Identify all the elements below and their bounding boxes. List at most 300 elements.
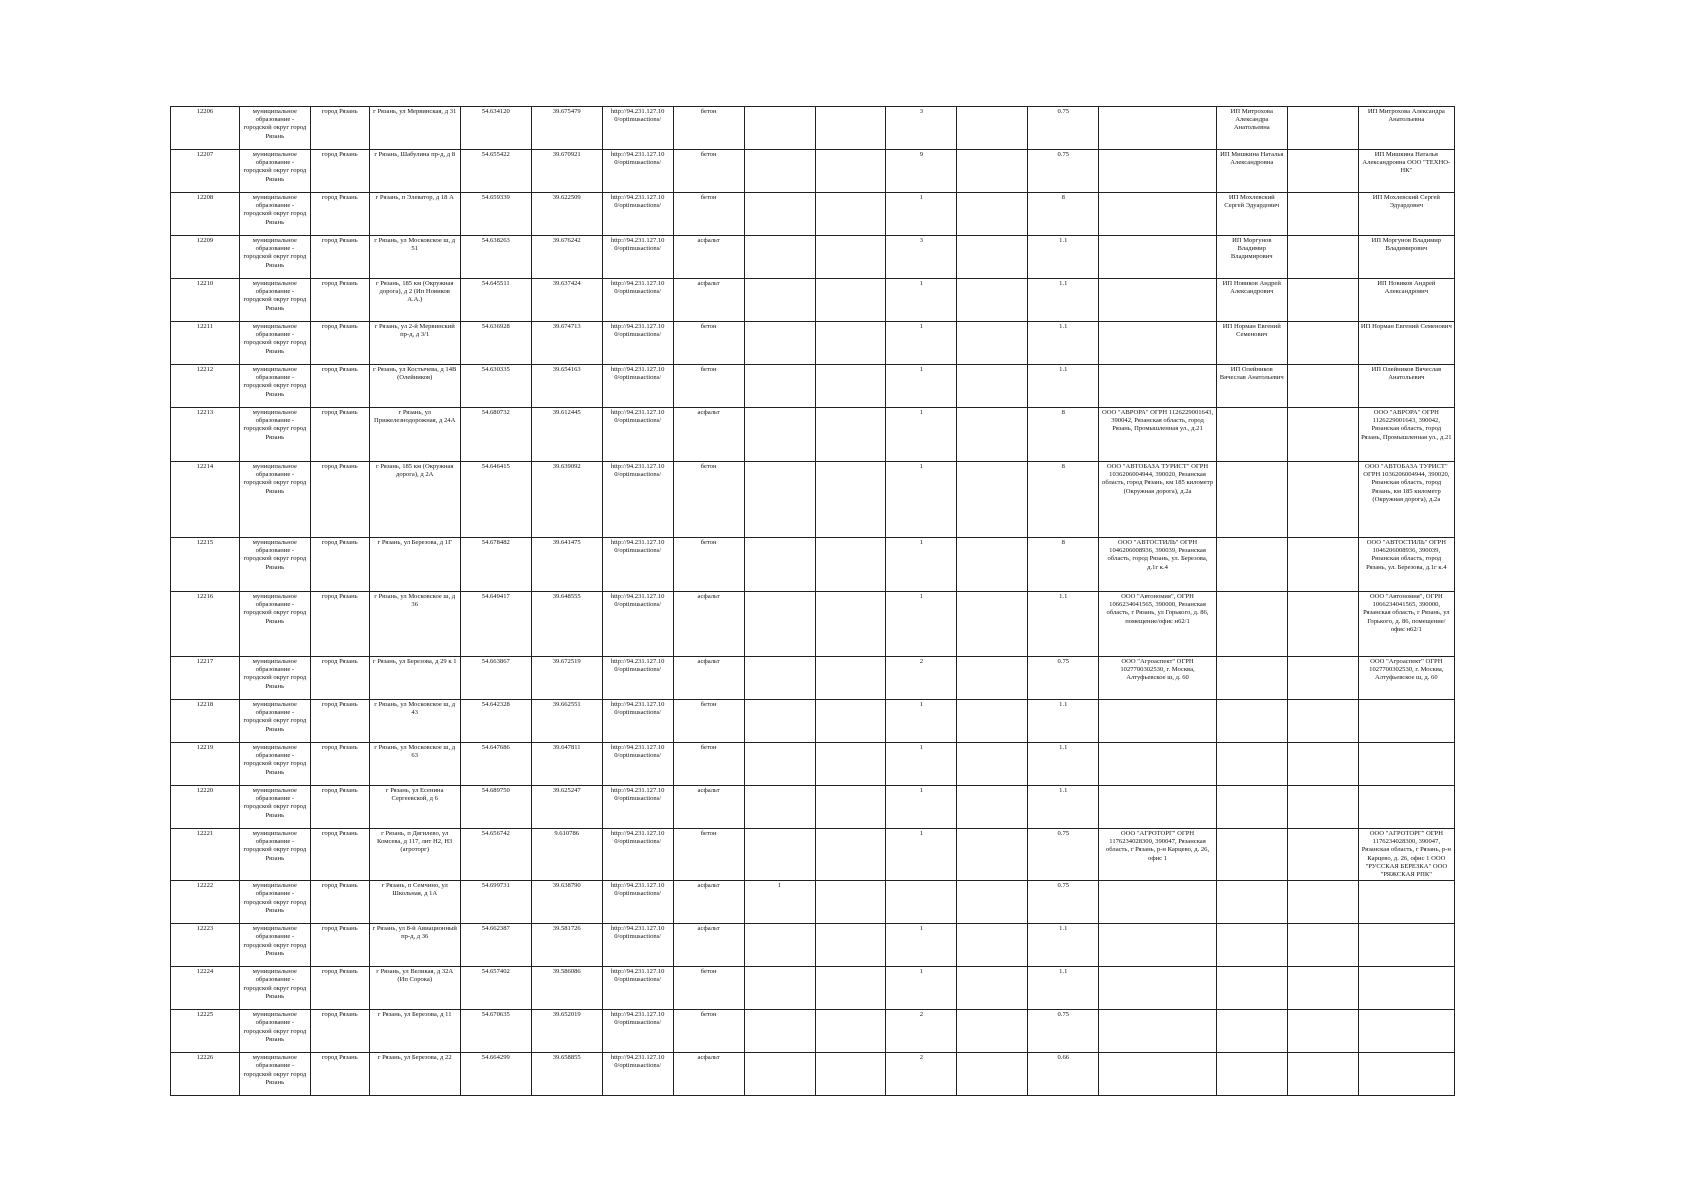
empty-cell-1 [744,1053,815,1096]
waste-source-owner-cell: ООО "АГРОТОРГ" ОГРН 1176234028300, 390047, Рязанская область, г Рязань, р-н Карцево, д. 26, офис 1 ООО "РУССКАЯ БЕРЕЗКА" ООО "РЯЖСКАЯ РПК" [1358,829,1454,881]
surface-type-cell: бетон [673,462,744,538]
empty-cell-1 [744,924,815,967]
entrepreneur-cell: ИП Норман Евгений Семенович [1216,322,1287,365]
longitude-cell: 39.637424 [531,279,602,322]
municipality-cell: муниципальное образование - городской округ город Рязань [239,743,310,786]
empty-cell-4 [1287,538,1358,592]
municipality-cell: муниципальное образование - городской округ город Рязань [239,150,310,193]
municipality-cell: муниципальное образование - городской округ город Рязань [239,193,310,236]
empty-cell-3 [957,193,1028,236]
site-id-cell: 12223 [171,924,240,967]
container-count-cell: 1 [886,322,957,365]
container-count-cell: 1 [886,700,957,743]
organization-cell: ООО "АВТОБАЗА ТУРИСТ" ОГРН 1036206004944, 390020, Рязанская область, город Рязань, км 185 километр (Окружная дорога), д.2а [1099,462,1217,538]
settlement-cell: город Рязань [310,322,369,365]
empty-cell-4 [1287,1010,1358,1053]
organization-cell: ООО "Агроаспект" ОГРН 1027700302530, г. Москва, Алтуфьевское ш, д. 60 [1099,657,1217,700]
empty-cell-1 [744,829,815,881]
organization-cell [1099,881,1217,924]
empty-cell-3 [957,924,1028,967]
container-volume-cell: 1.1 [1028,322,1099,365]
empty-cell-1 [744,322,815,365]
empty-cell-3 [957,1010,1028,1053]
site-id-cell: 12211 [171,322,240,365]
longitude-cell: 39.658855 [531,1053,602,1096]
longitude-cell: 39.647811 [531,743,602,786]
waste-source-owner-cell [1358,1010,1454,1053]
site-id-cell: 12221 [171,829,240,881]
settlement-cell: город Рязань [310,462,369,538]
table-row [171,829,1455,881]
map-link-cell: http://94.231.127.10 0/optimusactions/ [602,967,673,1010]
table-row [171,924,1455,967]
organization-cell [1099,322,1217,365]
entrepreneur-cell [1216,786,1287,829]
latitude-cell: 54.659339 [460,193,531,236]
organization-cell [1099,279,1217,322]
settlement-cell: город Рязань [310,1053,369,1096]
longitude-cell: 39.648555 [531,592,602,657]
organization-cell: ООО "Автономия", ОГРН 1066234041565, 390000, Рязанская область, г Рязань, ул Горького, д. 86, помещение/офис н62/1 [1099,592,1217,657]
organization-cell [1099,236,1217,279]
container-count-cell: 1 [886,786,957,829]
entrepreneur-cell [1216,657,1287,700]
municipality-cell: муниципальное образование - городской округ город Рязань [239,322,310,365]
address-cell: г Рязань, Шабулина пр-д, д 8 [369,150,460,193]
map-link-cell: http://94.231.127.10 0/optimusactions/ [602,150,673,193]
municipality-cell: муниципальное образование - городской округ город Рязань [239,829,310,881]
entrepreneur-cell [1216,881,1287,924]
waste-source-owner-cell: ИП Моргунов Владимир Владимирович [1358,236,1454,279]
organization-cell [1099,967,1217,1010]
empty-cell-1 [744,592,815,657]
municipality-cell: муниципальное образование - городской округ город Рязань [239,279,310,322]
empty-cell-1 [744,408,815,462]
address-cell: г Рязань, ул Великая, д 32А (Ип Сорока) [369,967,460,1010]
entrepreneur-cell [1216,592,1287,657]
municipality-cell: муниципальное образование - городской округ город Рязань [239,881,310,924]
container-count-cell: 1 [886,829,957,881]
empty-cell-1 [744,236,815,279]
surface-type-cell: бетон [673,150,744,193]
latitude-cell: 54.699731 [460,881,531,924]
container-count-cell: 9 [886,150,957,193]
address-cell: г Рязань, ул Московское ш, д 51 [369,236,460,279]
address-cell: г Рязань, ул Прижелезнодорожная, д 24А [369,408,460,462]
organization-cell: ООО "АГРОТОРГ" ОГРН 1176234028300, 390047, Рязанская область, г Рязань, р-н Карцево, д. 26, офис 1 [1099,829,1217,881]
settlement-cell: город Рязань [310,1010,369,1053]
empty-cell-2 [815,193,886,236]
entrepreneur-cell: ИП Мишкина Наталья Александровна [1216,150,1287,193]
empty-cell-2 [815,462,886,538]
site-id-cell: 12214 [171,462,240,538]
empty-cell-3 [957,700,1028,743]
waste-source-owner-cell [1358,743,1454,786]
container-volume-cell: 1.1 [1028,592,1099,657]
municipality-cell: муниципальное образование - городской округ город Рязань [239,408,310,462]
organization-cell [1099,365,1217,408]
empty-cell-4 [1287,193,1358,236]
latitude-cell: 54.638263 [460,236,531,279]
map-link-cell: http://94.231.127.10 0/optimusactions/ [602,408,673,462]
waste-source-owner-cell [1358,1053,1454,1096]
container-count-cell: 1 [886,193,957,236]
empty-cell-2 [815,700,886,743]
container-volume-cell: 0.75 [1028,150,1099,193]
site-id-cell: 12226 [171,1053,240,1096]
entrepreneur-cell [1216,462,1287,538]
settlement-cell: город Рязань [310,700,369,743]
empty-cell-2 [815,538,886,592]
municipality-cell: муниципальное образование - городской округ город Рязань [239,924,310,967]
municipality-cell: муниципальное образование - городской округ город Рязань [239,657,310,700]
surface-type-cell: бетон [673,1010,744,1053]
longitude-cell: 39.675479 [531,107,602,150]
empty-cell-4 [1287,150,1358,193]
empty-cell-2 [815,743,886,786]
empty-cell-1 [744,743,815,786]
container-count-cell: 1 [886,538,957,592]
address-cell: г Рязань, 185 км (Окружная дорога), д 2А [369,462,460,538]
waste-source-owner-cell: ИП Олейников Вячеслав Анатольевич [1358,365,1454,408]
address-cell: г Рязань, ул 8-й Авиационный пр-д, д 36 [369,924,460,967]
empty-cell-2 [815,592,886,657]
site-id-cell: 12219 [171,743,240,786]
empty-cell-4 [1287,236,1358,279]
surface-type-cell: асфальт [673,881,744,924]
settlement-cell: город Рязань [310,829,369,881]
container-volume-cell: 1.1 [1028,967,1099,1010]
settlement-cell: город Рязань [310,538,369,592]
container-volume-cell: 8 [1028,408,1099,462]
empty-cell-2 [815,322,886,365]
empty-cell-2 [815,1010,886,1053]
organization-cell: ООО "АВТОСТИЛЬ" ОГРН 1046206008936, 390039, Рязанская область, город Рязань, ул. Березова, д.1г к.4 [1099,538,1217,592]
address-cell: г Рязань, 185 км (Окружная дорога), д 2 (Ип Новиков А.А.) [369,279,460,322]
longitude-cell: 39.662551 [531,700,602,743]
empty-cell-2 [815,786,886,829]
latitude-cell: 54.689750 [460,786,531,829]
empty-cell-1 [744,786,815,829]
empty-cell-3 [957,150,1028,193]
organization-cell [1099,150,1217,193]
municipality-cell: муниципальное образование - городской округ город Рязань [239,365,310,408]
settlement-cell: город Рязань [310,408,369,462]
empty-cell-1 [744,279,815,322]
map-link-cell: http://94.231.127.10 0/optimusactions/ [602,700,673,743]
empty-cell-1: 1 [744,881,815,924]
container-volume-cell: 1.1 [1028,743,1099,786]
empty-cell-4 [1287,322,1358,365]
municipality-cell: муниципальное образование - городской округ город Рязань [239,700,310,743]
surface-type-cell: бетон [673,538,744,592]
table-row [171,365,1455,408]
table-row [171,462,1455,538]
organization-cell [1099,1010,1217,1053]
entrepreneur-cell: ИП Митрохова Александра Анатольевна [1216,107,1287,150]
container-count-cell: 2 [886,657,957,700]
settlement-cell: город Рязань [310,743,369,786]
site-id-cell: 12218 [171,700,240,743]
container-volume-cell: 1.1 [1028,700,1099,743]
settlement-cell: город Рязань [310,657,369,700]
empty-cell-2 [815,107,886,150]
waste-source-owner-cell: ООО "Агроаспект" ОГРН 1027700302530, г. Москва, Алтуфьевское ш, д. 60 [1358,657,1454,700]
empty-cell-3 [957,462,1028,538]
latitude-cell: 54.649417 [460,592,531,657]
site-id-cell: 12213 [171,408,240,462]
empty-cell-3 [957,365,1028,408]
latitude-cell: 54.646415 [460,462,531,538]
surface-type-cell: бетон [673,193,744,236]
address-cell: г Рязань, ул Московское ш, д 43 [369,700,460,743]
surface-type-cell: бетон [673,743,744,786]
empty-cell-1 [744,365,815,408]
empty-cell-2 [815,1053,886,1096]
empty-cell-3 [957,236,1028,279]
waste-source-owner-cell: ООО "АВТОСТИЛЬ" ОГРН 1046206008936, 390039, Рязанская область, город Рязань, ул. Березова, д.1г к.4 [1358,538,1454,592]
container-count-cell [886,881,957,924]
empty-cell-3 [957,538,1028,592]
empty-cell-4 [1287,107,1358,150]
empty-cell-2 [815,967,886,1010]
entrepreneur-cell [1216,408,1287,462]
longitude-cell: 39.612445 [531,408,602,462]
table-row [171,279,1455,322]
surface-type-cell: бетон [673,107,744,150]
address-cell: г Рязань, п Элеватор, д 18 А [369,193,460,236]
container-volume-cell: 0.75 [1028,107,1099,150]
settlement-cell: город Рязань [310,967,369,1010]
longitude-cell: 39.586086 [531,967,602,1010]
map-link-cell: http://94.231.127.10 0/optimusactions/ [602,924,673,967]
waste-source-owner-cell: ИП Норман Евгений Семенович [1358,322,1454,365]
longitude-cell: 39.674713 [531,322,602,365]
container-volume-cell: 1.1 [1028,924,1099,967]
map-link-cell: http://94.231.127.10 0/optimusactions/ [602,462,673,538]
site-id-cell: 12210 [171,279,240,322]
settlement-cell: город Рязань [310,193,369,236]
empty-cell-3 [957,967,1028,1010]
container-count-cell: 1 [886,592,957,657]
map-link-cell: http://94.231.127.10 0/optimusactions/ [602,236,673,279]
empty-cell-3 [957,408,1028,462]
map-link-cell: http://94.231.127.10 0/optimusactions/ [602,279,673,322]
table-row [171,193,1455,236]
settlement-cell: город Рязань [310,881,369,924]
address-cell: г Рязань, п Семчино, ул Школьная, д 1А [369,881,460,924]
container-volume-cell: 1.1 [1028,279,1099,322]
longitude-cell: 39.672519 [531,657,602,700]
settlement-cell: город Рязань [310,150,369,193]
latitude-cell: 54.634120 [460,107,531,150]
organization-cell [1099,786,1217,829]
longitude-cell: 39.670921 [531,150,602,193]
map-link-cell: http://94.231.127.10 0/optimusactions/ [602,365,673,408]
site-id-cell: 12208 [171,193,240,236]
address-cell: г Рязань, ул Мервинская, д 31 [369,107,460,150]
site-id-cell: 12225 [171,1010,240,1053]
map-link-cell: http://94.231.127.10 0/optimusactions/ [602,193,673,236]
map-link-cell: http://94.231.127.10 0/optimusactions/ [602,786,673,829]
site-id-cell: 12220 [171,786,240,829]
address-cell: г Рязань, ул Березова, д 1Г [369,538,460,592]
surface-type-cell: асфальт [673,279,744,322]
waste-source-owner-cell [1358,924,1454,967]
entrepreneur-cell [1216,924,1287,967]
latitude-cell: 54.655422 [460,150,531,193]
organization-cell [1099,743,1217,786]
address-cell: г Рязань, ул Березова, д 11 [369,1010,460,1053]
latitude-cell: 54.678482 [460,538,531,592]
latitude-cell: 54.662387 [460,924,531,967]
settlement-cell: город Рязань [310,786,369,829]
empty-cell-4 [1287,1053,1358,1096]
waste-source-owner-cell [1358,967,1454,1010]
longitude-cell: 9.610786 [531,829,602,881]
surface-type-cell: асфальт [673,924,744,967]
organization-cell [1099,700,1217,743]
empty-cell-1 [744,700,815,743]
settlement-cell: город Рязань [310,279,369,322]
settlement-cell: город Рязань [310,236,369,279]
table-row [171,592,1455,657]
longitude-cell: 39.641475 [531,538,602,592]
entrepreneur-cell [1216,829,1287,881]
surface-type-cell: асфальт [673,1053,744,1096]
container-count-cell: 1 [886,408,957,462]
address-cell: г Рязань, п Дягилево, ул Комсева, д 117, лит Н2, Н3 (агроторг) [369,829,460,881]
waste-source-owner-cell [1358,700,1454,743]
table-row [171,150,1455,193]
empty-cell-1 [744,967,815,1010]
settlement-cell: город Рязань [310,924,369,967]
empty-cell-4 [1287,967,1358,1010]
empty-cell-1 [744,462,815,538]
empty-cell-4 [1287,743,1358,786]
municipality-cell: муниципальное образование - городской округ город Рязань [239,786,310,829]
address-cell: г Рязань, ул Московское ш, д 63 [369,743,460,786]
container-volume-cell: 0.75 [1028,829,1099,881]
container-count-cell: 1 [886,279,957,322]
empty-cell-4 [1287,592,1358,657]
longitude-cell: 39.676242 [531,236,602,279]
waste-source-owner-cell [1358,786,1454,829]
empty-cell-4 [1287,365,1358,408]
municipality-cell: муниципальное образование - городской округ город Рязань [239,107,310,150]
container-volume-cell: 1.1 [1028,236,1099,279]
table-row [171,408,1455,462]
municipality-cell: муниципальное образование - городской округ город Рязань [239,236,310,279]
surface-type-cell: бетон [673,967,744,1010]
municipality-cell: муниципальное образование - городской округ город Рязань [239,462,310,538]
map-link-cell: http://94.231.127.10 0/optimusactions/ [602,829,673,881]
waste-source-owner-cell: ИП Новиков Андрей Александрович [1358,279,1454,322]
waste-source-owner-cell: ООО "АВРОРА" ОГРН 1126229001643, 390042, Рязанская область, город Рязань, Промышленная ул., д.21 [1358,408,1454,462]
site-id-cell: 12215 [171,538,240,592]
entrepreneur-cell [1216,538,1287,592]
longitude-cell: 39.622509 [531,193,602,236]
address-cell: г Рязань, ул 2-й Мервинский пр-д, д 3/1 [369,322,460,365]
surface-type-cell: бетон [673,322,744,365]
container-sites-registry-table [170,106,1455,1096]
surface-type-cell: бетон [673,829,744,881]
latitude-cell: 54.647686 [460,743,531,786]
longitude-cell: 39.652019 [531,1010,602,1053]
container-volume-cell: 0.75 [1028,881,1099,924]
container-volume-cell: 0.75 [1028,1010,1099,1053]
site-id-cell: 12217 [171,657,240,700]
empty-cell-3 [957,829,1028,881]
latitude-cell: 54.663867 [460,657,531,700]
empty-cell-2 [815,408,886,462]
container-volume-cell: 0.75 [1028,657,1099,700]
map-link-cell: http://94.231.127.10 0/optimusactions/ [602,881,673,924]
waste-source-owner-cell: ООО "Автономия", ОГРН 1066234041565, 390000, Рязанская область, г Рязань, ул Горького, д. 86, помещение/офис н62/1 [1358,592,1454,657]
container-volume-cell: 8 [1028,538,1099,592]
empty-cell-3 [957,1053,1028,1096]
surface-type-cell: асфальт [673,592,744,657]
table-row [171,236,1455,279]
empty-cell-3 [957,279,1028,322]
surface-type-cell: асфальт [673,236,744,279]
empty-cell-3 [957,657,1028,700]
municipality-cell: муниципальное образование - городской округ город Рязань [239,592,310,657]
municipality-cell: муниципальное образование - городской округ город Рязань [239,967,310,1010]
empty-cell-1 [744,657,815,700]
container-count-cell: 1 [886,462,957,538]
entrepreneur-cell: ИП Моргунов Владимир Владимирович [1216,236,1287,279]
longitude-cell: 39.639092 [531,462,602,538]
address-cell: г Рязань, ул Костычева, д 14В (Олейников) [369,365,460,408]
municipality-cell: муниципальное образование - городской округ город Рязань [239,1010,310,1053]
container-count-cell: 2 [886,1053,957,1096]
surface-type-cell: асфальт [673,657,744,700]
waste-source-owner-cell: ИП Митрохова Александра Анатольевна [1358,107,1454,150]
latitude-cell: 54.670635 [460,1010,531,1053]
table-row [171,1010,1455,1053]
entrepreneur-cell: ИП Олейников Вячеслав Анатольевич [1216,365,1287,408]
table-row [171,967,1455,1010]
container-count-cell: 1 [886,743,957,786]
entrepreneur-cell: ИП Мохлевский Сергей Эдуардович [1216,193,1287,236]
table-row [171,538,1455,592]
surface-type-cell: асфальт [673,408,744,462]
settlement-cell: город Рязань [310,365,369,408]
container-volume-cell: 1.1 [1028,786,1099,829]
municipality-cell: муниципальное образование - городской округ город Рязань [239,538,310,592]
site-id-cell: 12216 [171,592,240,657]
table-row [171,657,1455,700]
container-volume-cell: 0.66 [1028,1053,1099,1096]
table-row [171,700,1455,743]
empty-cell-1 [744,107,815,150]
surface-type-cell: бетон [673,700,744,743]
empty-cell-2 [815,236,886,279]
container-count-cell: 2 [886,1010,957,1053]
site-id-cell: 12224 [171,967,240,1010]
empty-cell-3 [957,881,1028,924]
empty-cell-4 [1287,924,1358,967]
container-count-cell: 3 [886,107,957,150]
longitude-cell: 39.638790 [531,881,602,924]
empty-cell-3 [957,107,1028,150]
organization-cell [1099,924,1217,967]
empty-cell-3 [957,786,1028,829]
empty-cell-2 [815,279,886,322]
entrepreneur-cell [1216,967,1287,1010]
empty-cell-2 [815,924,886,967]
